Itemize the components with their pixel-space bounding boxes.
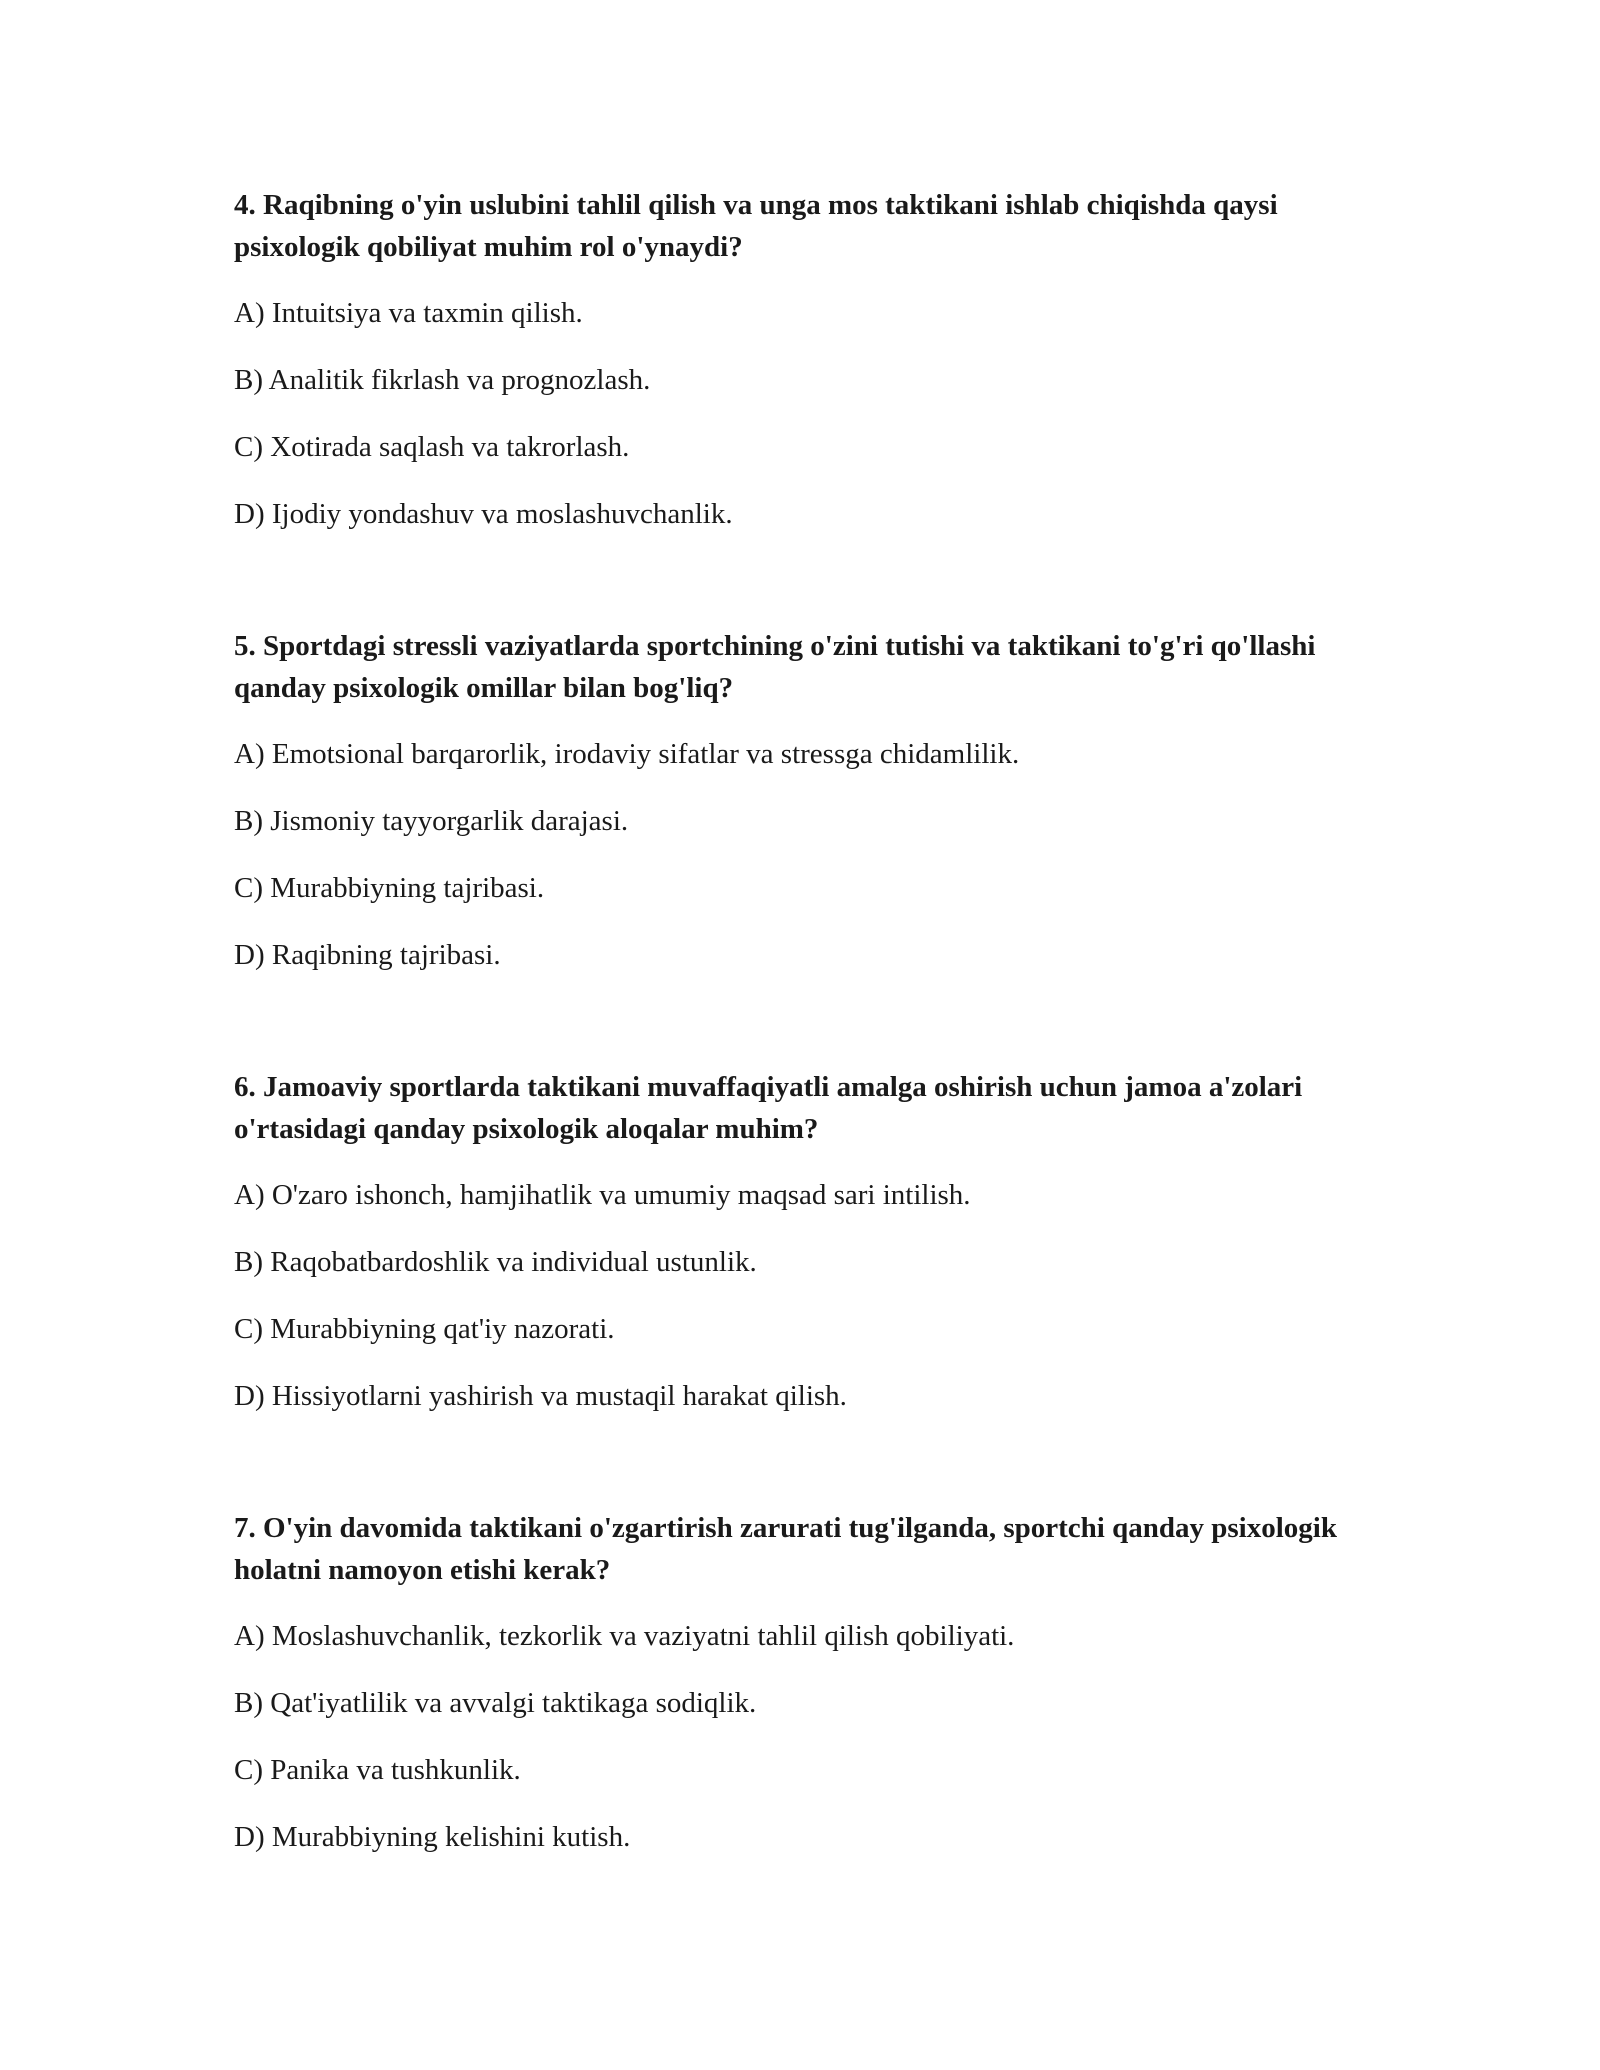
answer-options bbox=[234, 1174, 1384, 1442]
question-7 bbox=[234, 1507, 1384, 1883]
question-text: 6. Jamoaviy sportlarda taktikani muvaffaqiyatli amalga oshirish uchun jamoa a'zolari o'rtasidagi qanday psixologik aloqalar muhim? bbox=[234, 1071, 1303, 1145]
option-c: C) Xotirada saqlash va takrorlash. bbox=[234, 431, 630, 463]
question-4 bbox=[234, 184, 1384, 560]
answer-options bbox=[234, 733, 1384, 1001]
option-d: D) Hissiyotlarni yashirish va mustaqil harakat qilish. bbox=[234, 1380, 847, 1412]
option-b: B) Raqobatbardoshlik va individual ustunlik. bbox=[234, 1246, 757, 1278]
answer-options bbox=[234, 1615, 1384, 1883]
option-b: B) Jismoniy tayyorgarlik darajasi. bbox=[234, 805, 629, 837]
option-c: C) Murabbiyning qat'iy nazorati. bbox=[234, 1313, 615, 1345]
option-a: A) Intuitsiya va taxmin qilish. bbox=[234, 297, 583, 329]
answer-options bbox=[234, 292, 1384, 560]
option-a: A) O'zaro ishonch, hamjihatlik va umumiy maqsad sari intilish. bbox=[234, 1179, 971, 1211]
option-d: D) Ijodiy yondashuv va moslashuvchanlik. bbox=[234, 498, 733, 530]
option-b: B) Analitik fikrlash va prognozlash. bbox=[234, 364, 651, 396]
question-5 bbox=[234, 625, 1384, 1001]
option-d: D) Murabbiyning kelishini kutish. bbox=[234, 1821, 631, 1853]
question-text: 5. Sportdagi stressli vaziyatlarda sportchining o'zini tutishi va taktikani to'g'ri qo'llashi qanday psixologik omillar bilan bog'liq? bbox=[234, 630, 1316, 704]
question-text: 7. O'yin davomida taktikani o'zgartirish zarurati tug'ilganda, sportchi qanday psixologik holatni namoyon etishi kerak? bbox=[234, 1512, 1337, 1586]
question-text: 4. Raqibning o'yin uslubini tahlil qilish va unga mos taktikani ishlab chiqishda qaysi psixologik qobiliyat muhim rol o'ynaydi? bbox=[234, 189, 1278, 263]
option-a: A) Moslashuvchanlik, tezkorlik va vaziyatni tahlil qilish qobiliyati. bbox=[234, 1620, 1015, 1652]
question-6 bbox=[234, 1066, 1384, 1442]
option-c: C) Panika va tushkunlik. bbox=[234, 1754, 521, 1786]
option-b: B) Qat'iyatlilik va avvalgi taktikaga sodiqlik. bbox=[234, 1687, 757, 1719]
option-d: D) Raqibning tajribasi. bbox=[234, 939, 501, 971]
option-a: A) Emotsional barqarorlik, irodaviy sifatlar va stressga chidamlilik. bbox=[234, 738, 1020, 770]
option-c: C) Murabbiyning tajribasi. bbox=[234, 872, 545, 904]
